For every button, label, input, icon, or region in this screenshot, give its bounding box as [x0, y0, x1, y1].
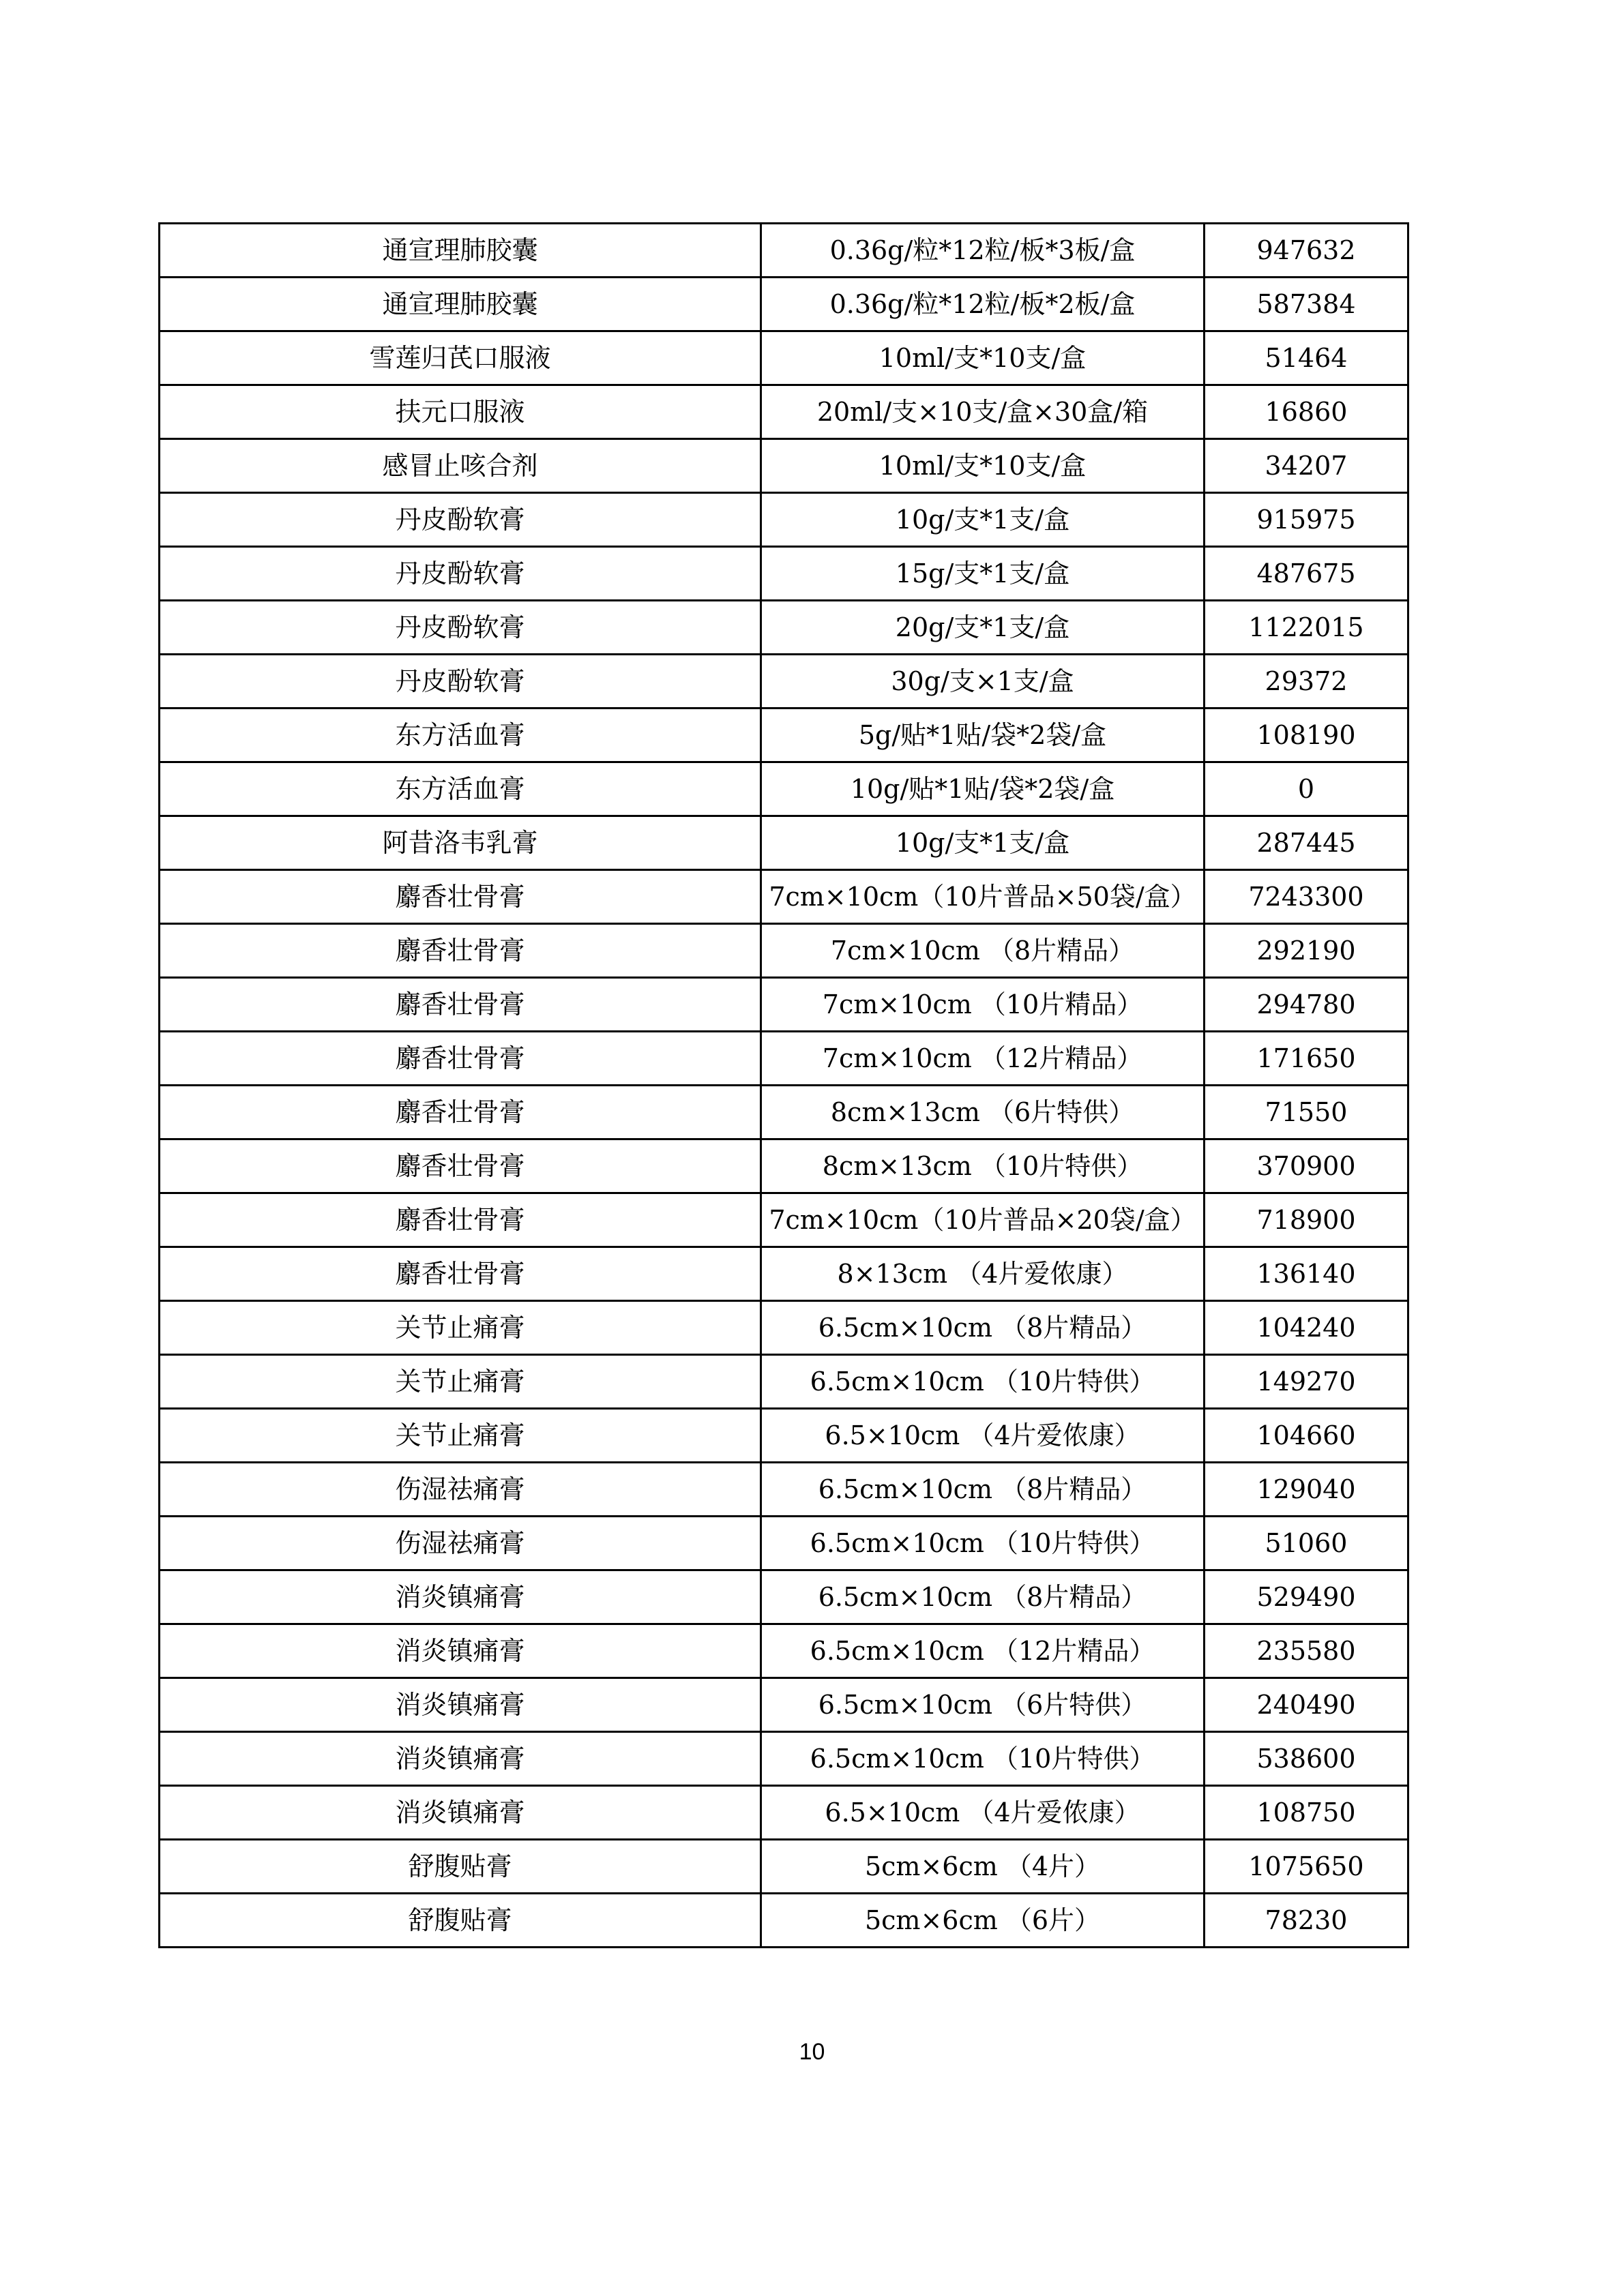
quantity-cell: 294780	[1205, 978, 1408, 1032]
specification-cell: 6.5cm×10cm （8片精品）	[761, 1463, 1205, 1517]
specification-cell: 10g/贴*1贴/袋*2袋/盒	[761, 762, 1205, 816]
table-row	[160, 1732, 1408, 1786]
product-table	[158, 222, 1409, 1948]
table-row	[160, 924, 1408, 978]
specification-cell: 6.5cm×10cm （10片特供）	[761, 1355, 1205, 1409]
quantity-cell: 718900	[1205, 1193, 1408, 1247]
table-row	[160, 1678, 1408, 1732]
product-name-cell: 阿昔洛韦乳膏	[160, 816, 761, 870]
product-name-cell: 东方活血膏	[160, 709, 761, 762]
page-number: 10	[799, 2039, 825, 2065]
table-row	[160, 1463, 1408, 1517]
quantity-cell: 1075650	[1205, 1840, 1408, 1894]
specification-cell: 0.36g/粒*12粒/板*3板/盒	[761, 224, 1205, 278]
table-row	[160, 1032, 1408, 1086]
product-name-cell: 消炎镇痛膏	[160, 1624, 761, 1678]
quantity-cell: 235580	[1205, 1624, 1408, 1678]
quantity-cell: 947632	[1205, 224, 1408, 278]
table-row	[160, 709, 1408, 762]
product-name-cell: 麝香壮骨膏	[160, 1139, 761, 1193]
table-row	[160, 1355, 1408, 1409]
product-name-cell: 通宣理肺胶囊	[160, 278, 761, 331]
quantity-cell: 136140	[1205, 1247, 1408, 1301]
quantity-cell: 7243300	[1205, 870, 1408, 924]
specification-cell: 7cm×10cm （10片精品）	[761, 978, 1205, 1032]
specification-cell: 7cm×10cm（10片普品×50袋/盒）	[761, 870, 1205, 924]
table-row	[160, 1247, 1408, 1301]
quantity-cell: 29372	[1205, 655, 1408, 709]
product-name-cell: 丹皮酚软膏	[160, 601, 761, 655]
quantity-cell: 108750	[1205, 1786, 1408, 1840]
table-row	[160, 1894, 1408, 1948]
product-name-cell: 消炎镇痛膏	[160, 1570, 761, 1624]
product-name-cell: 麝香壮骨膏	[160, 1086, 761, 1139]
product-name-cell: 消炎镇痛膏	[160, 1678, 761, 1732]
specification-cell: 6.5cm×10cm （12片精品）	[761, 1624, 1205, 1678]
specification-cell: 6.5cm×10cm （10片特供）	[761, 1732, 1205, 1786]
table-row	[160, 762, 1408, 816]
product-name-cell: 东方活血膏	[160, 762, 761, 816]
quantity-cell: 587384	[1205, 278, 1408, 331]
quantity-cell: 71550	[1205, 1086, 1408, 1139]
specification-cell: 10ml/支*10支/盒	[761, 331, 1205, 385]
product-name-cell: 伤湿祛痛膏	[160, 1463, 761, 1517]
quantity-cell: 529490	[1205, 1570, 1408, 1624]
table-row	[160, 439, 1408, 493]
table-row	[160, 331, 1408, 385]
quantity-cell: 0	[1205, 762, 1408, 816]
specification-cell: 10ml/支*10支/盒	[761, 439, 1205, 493]
quantity-cell: 292190	[1205, 924, 1408, 978]
table-row	[160, 224, 1408, 278]
specification-cell: 30g/支×1支/盒	[761, 655, 1205, 709]
specification-cell: 7cm×10cm（10片普品×20袋/盒）	[761, 1193, 1205, 1247]
specification-cell: 20g/支*1支/盒	[761, 601, 1205, 655]
product-name-cell: 丹皮酚软膏	[160, 655, 761, 709]
table-row	[160, 1193, 1408, 1247]
table-row	[160, 493, 1408, 547]
quantity-cell: 370900	[1205, 1139, 1408, 1193]
specification-cell: 5g/贴*1贴/袋*2袋/盒	[761, 709, 1205, 762]
specification-cell: 6.5cm×10cm （6片特供）	[761, 1678, 1205, 1732]
specification-cell: 6.5cm×10cm （8片精品）	[761, 1301, 1205, 1355]
quantity-cell: 487675	[1205, 547, 1408, 601]
table-row	[160, 1840, 1408, 1894]
table-row	[160, 547, 1408, 601]
specification-cell: 10g/支*1支/盒	[761, 493, 1205, 547]
quantity-cell: 104240	[1205, 1301, 1408, 1355]
specification-cell: 5cm×6cm （6片）	[761, 1894, 1205, 1948]
table-row	[160, 1786, 1408, 1840]
product-name-cell: 伤湿祛痛膏	[160, 1517, 761, 1570]
product-name-cell: 丹皮酚软膏	[160, 547, 761, 601]
product-name-cell: 感冒止咳合剂	[160, 439, 761, 493]
quantity-cell: 129040	[1205, 1463, 1408, 1517]
table-row	[160, 601, 1408, 655]
specification-cell: 15g/支*1支/盒	[761, 547, 1205, 601]
specification-cell: 7cm×10cm （8片精品）	[761, 924, 1205, 978]
quantity-cell: 171650	[1205, 1032, 1408, 1086]
table-row	[160, 978, 1408, 1032]
table-row	[160, 1570, 1408, 1624]
specification-cell: 0.36g/粒*12粒/板*2板/盒	[761, 278, 1205, 331]
product-name-cell: 麝香壮骨膏	[160, 1247, 761, 1301]
specification-cell: 6.5×10cm （4片爱侬康）	[761, 1786, 1205, 1840]
product-name-cell: 通宣理肺胶囊	[160, 224, 761, 278]
quantity-cell: 51464	[1205, 331, 1408, 385]
product-name-cell: 消炎镇痛膏	[160, 1786, 761, 1840]
specification-cell: 5cm×6cm （4片）	[761, 1840, 1205, 1894]
quantity-cell: 240490	[1205, 1678, 1408, 1732]
specification-cell: 7cm×10cm （12片精品）	[761, 1032, 1205, 1086]
product-name-cell: 扶元口服液	[160, 385, 761, 439]
quantity-cell: 915975	[1205, 493, 1408, 547]
specification-cell: 8×13cm （4片爱侬康）	[761, 1247, 1205, 1301]
quantity-cell: 16860	[1205, 385, 1408, 439]
quantity-cell: 1122015	[1205, 601, 1408, 655]
specification-cell: 8cm×13cm （10片特供）	[761, 1139, 1205, 1193]
quantity-cell: 538600	[1205, 1732, 1408, 1786]
product-name-cell: 雪莲归芪口服液	[160, 331, 761, 385]
table-row	[160, 1517, 1408, 1570]
quantity-cell: 149270	[1205, 1355, 1408, 1409]
product-name-cell: 麝香壮骨膏	[160, 1032, 761, 1086]
product-name-cell: 关节止痛膏	[160, 1409, 761, 1463]
specification-cell: 20ml/支×10支/盒×30盒/箱	[761, 385, 1205, 439]
table-row	[160, 1086, 1408, 1139]
product-name-cell: 舒腹贴膏	[160, 1894, 761, 1948]
product-table-body	[160, 224, 1408, 1948]
table-row	[160, 1409, 1408, 1463]
table-row	[160, 1624, 1408, 1678]
table-row	[160, 385, 1408, 439]
product-name-cell: 舒腹贴膏	[160, 1840, 761, 1894]
quantity-cell: 104660	[1205, 1409, 1408, 1463]
product-name-cell: 麝香壮骨膏	[160, 1193, 761, 1247]
table-row	[160, 1139, 1408, 1193]
product-name-cell: 麝香壮骨膏	[160, 924, 761, 978]
table-row	[160, 655, 1408, 709]
specification-cell: 6.5×10cm （4片爱侬康）	[761, 1409, 1205, 1463]
quantity-cell: 287445	[1205, 816, 1408, 870]
product-name-cell: 麝香壮骨膏	[160, 870, 761, 924]
specification-cell: 10g/支*1支/盒	[761, 816, 1205, 870]
table-row	[160, 1301, 1408, 1355]
product-name-cell: 消炎镇痛膏	[160, 1732, 761, 1786]
quantity-cell: 51060	[1205, 1517, 1408, 1570]
product-name-cell: 关节止痛膏	[160, 1355, 761, 1409]
quantity-cell: 34207	[1205, 439, 1408, 493]
specification-cell: 6.5cm×10cm （10片特供）	[761, 1517, 1205, 1570]
specification-cell: 8cm×13cm （6片特供）	[761, 1086, 1205, 1139]
specification-cell: 6.5cm×10cm （8片精品）	[761, 1570, 1205, 1624]
quantity-cell: 78230	[1205, 1894, 1408, 1948]
product-name-cell: 丹皮酚软膏	[160, 493, 761, 547]
quantity-cell: 108190	[1205, 709, 1408, 762]
product-name-cell: 麝香壮骨膏	[160, 978, 761, 1032]
table-row	[160, 816, 1408, 870]
table-row	[160, 870, 1408, 924]
table-row	[160, 278, 1408, 331]
product-name-cell: 关节止痛膏	[160, 1301, 761, 1355]
